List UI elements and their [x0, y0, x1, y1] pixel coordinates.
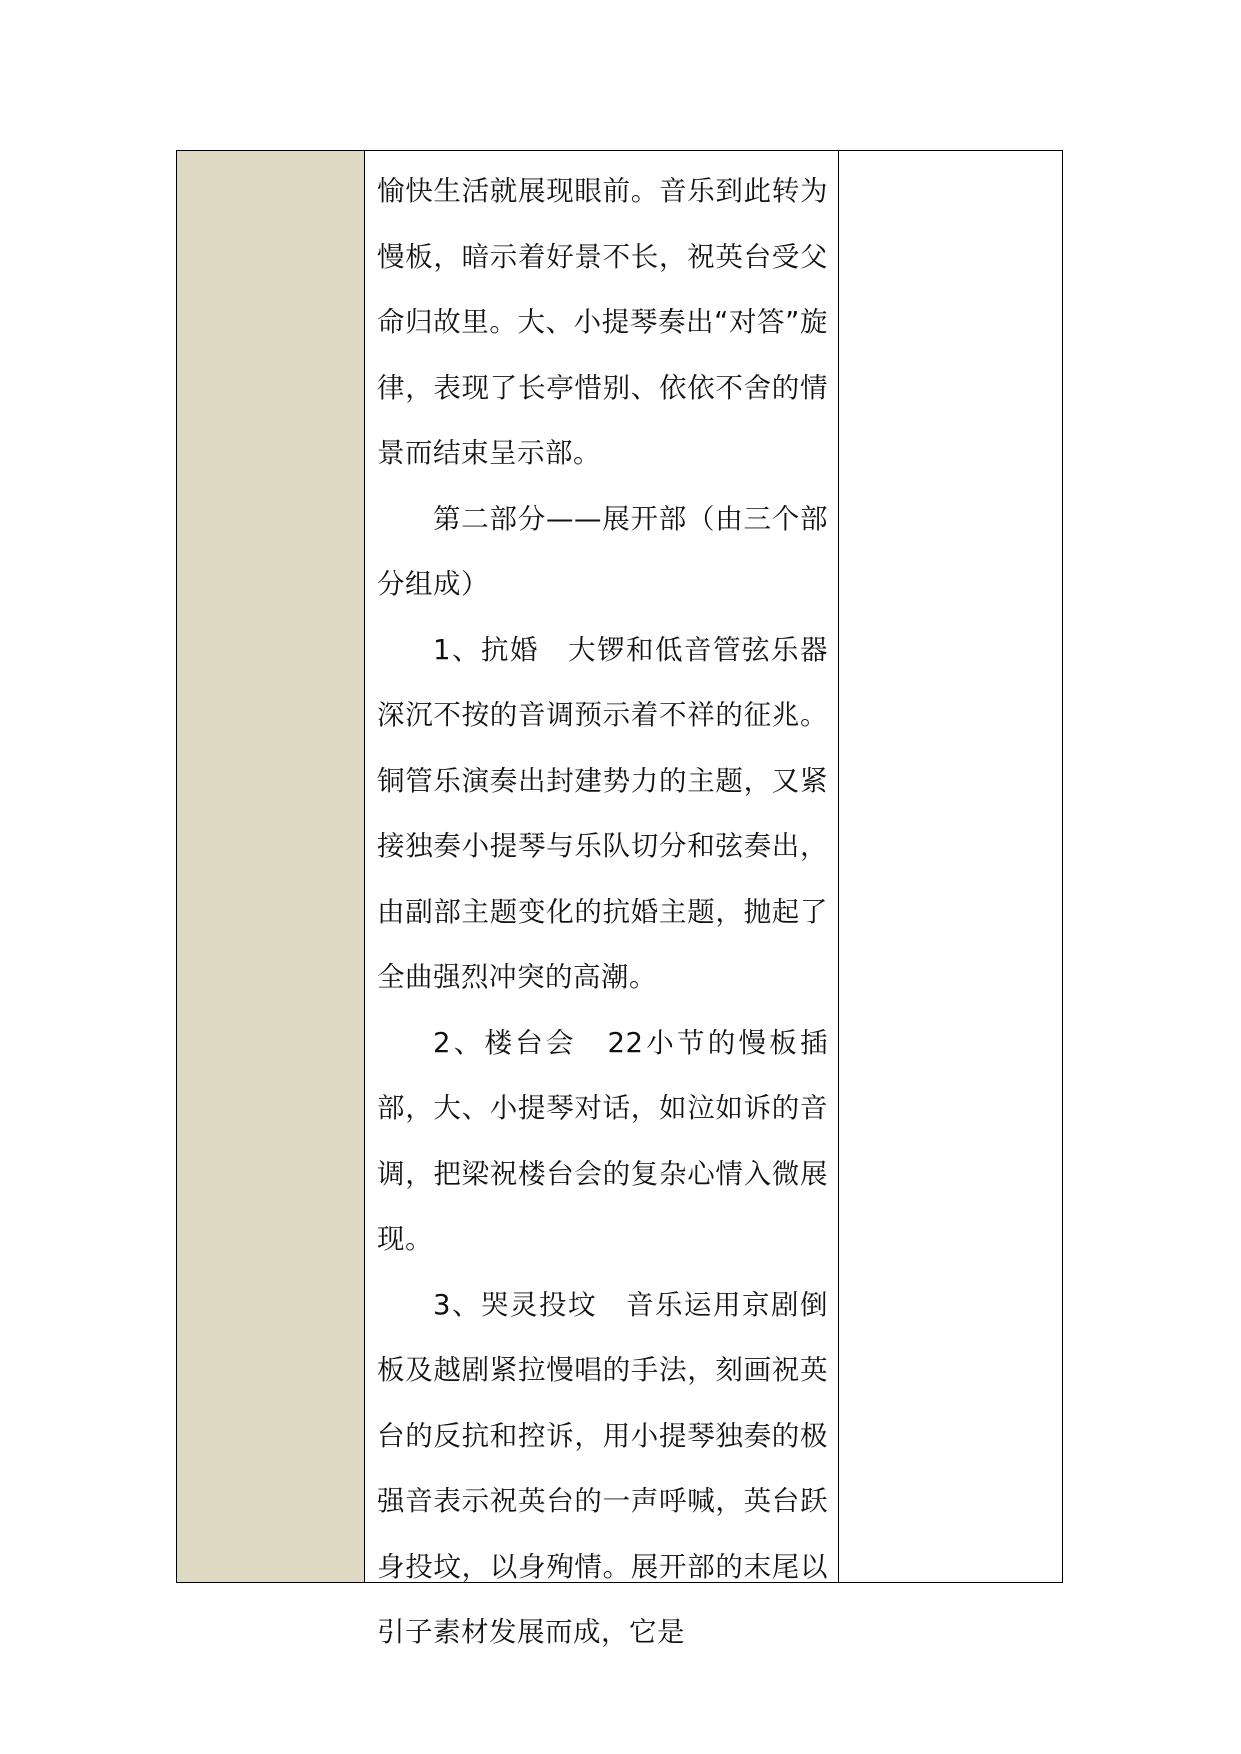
- table-main-text-cell: [365, 151, 839, 1648]
- paragraph-item-2: 2、楼台会 22小节的慢板插部，大、小提琴对话，如泣如诉的音调，把梁祝楼台会的复杂心情入微展现。: [377, 1026, 828, 1255]
- table-left-shaded-cell: [177, 151, 365, 1582]
- paragraph-continuation: 愉快生活就展现眼前。音乐到此转为慢板，暗示着好景不长，祝英台受父命归故里。大、小提琴奏出“对答”旋律，表现了长亭惜别、依依不舍的情景而结束呈示部。: [377, 175, 828, 469]
- paragraph-item-1: 1、抗婚 大锣和低音管弦乐器深沉不按的音调预示着不祥的征兆。铜管乐演奏出封建势力的主题，又紧接独奏小提琴与乐队切分和弦奏出，由副部主题变化的抗婚主题，抛起了全曲强烈冲突的高潮。: [377, 633, 828, 993]
- content-table: [176, 150, 1063, 1648]
- paragraph-section-heading: 第二部分——展开部（由三个部分组成）: [377, 502, 828, 600]
- table-right-empty-cell: [839, 151, 1062, 1582]
- paragraph-item-3: 3、哭灵投坟 音乐运用京剧倒板及越剧紧拉慢唱的手法，刻画祝英台的反抗和控诉，用小提琴独奏的极强音表示祝英台的一声呼喊，英台跃身投坟，以身殉情。展开部的末尾以引子素材发展而成，它是: [377, 1288, 828, 1648]
